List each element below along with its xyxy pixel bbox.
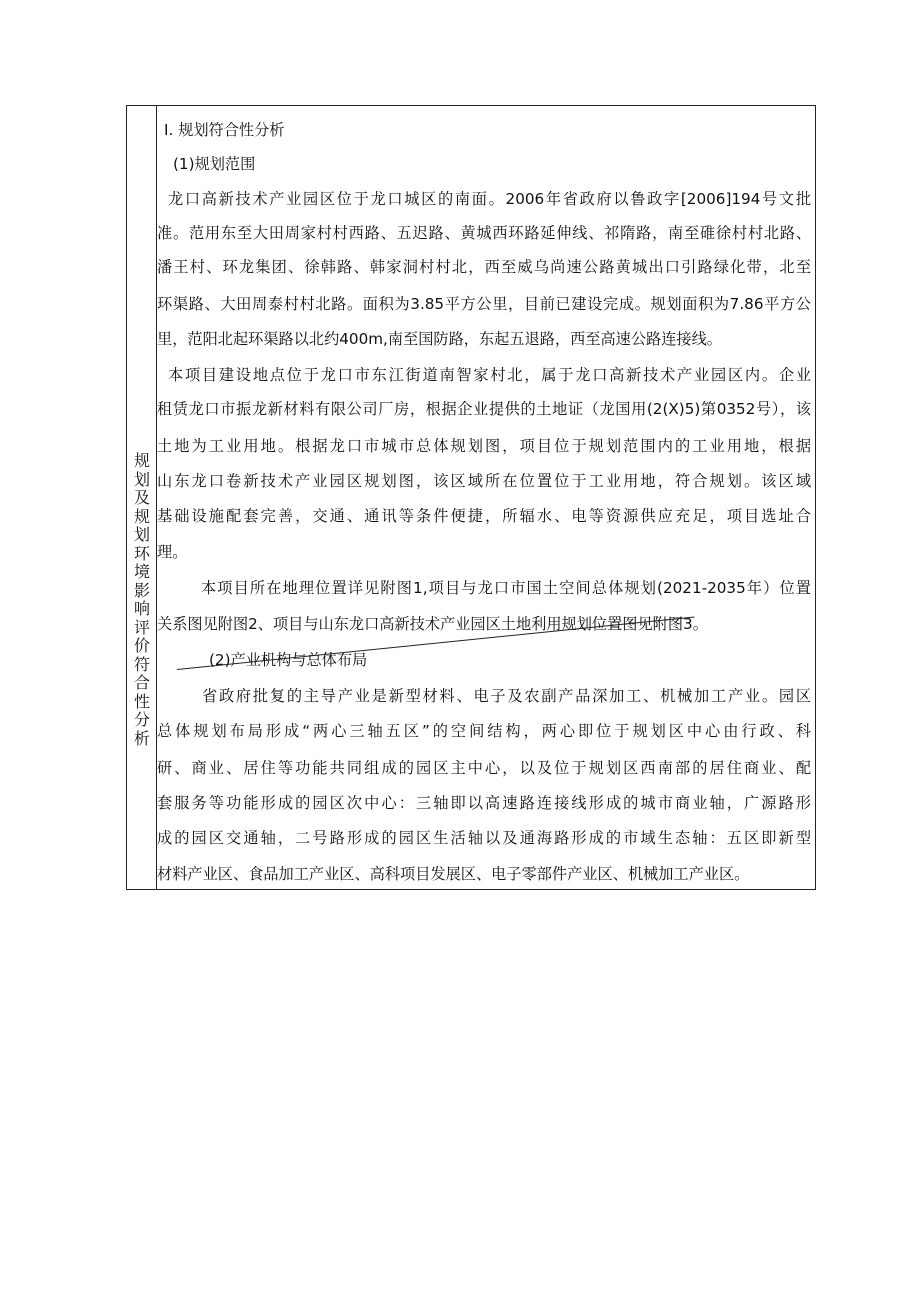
paragraph-line: 材料产业区、食品加工产业区、高科项目发展区、电子零部件产业区、机械加工产业区。 [157, 865, 750, 883]
paragraph-line: 潘王村、环龙集团、徐韩路、韩家洞村村北，西至威乌尚速公路黄城出口引路绿化带，北至 [157, 258, 811, 276]
paragraph-line: 本项目所在地理位置详见附图1,项目与龙口市国土空间总体规划(2021-2035年）位置 [201, 579, 811, 597]
paragraph-line: 山东龙口卷新技术产业园区规划图，该区域所在位置位于工业用地，符合规划。该区域 [157, 472, 811, 490]
paragraph-line: 环渠路、大田周泰村村北路。面积为3.85平方公里，目前已建设完成。规划面积为7.86平方公 [157, 295, 811, 313]
document-table [126, 105, 816, 890]
paragraph-line: 龙口高新技术产业园区位于龙口城区的南面。2006年省政府以鲁政字[2006]194号文批 [168, 190, 811, 208]
paragraph-line: 基础设施配套完善，交通、通讯等条件便捷，所辐水、电等资源供应充足，项目选址合 [157, 507, 811, 525]
paragraph-line: 省政府批复的主导产业是新型材料、电子及农副产品深加工、机械加工产业。园区 [202, 687, 811, 705]
paragraph-line: 总体规划布局形成“两心三轴五区”的空间结构，两心即位于规划区中心由行政、科 [157, 722, 811, 740]
side-label: 规划及规划环境影响评价符合性分析 [133, 451, 150, 748]
section-heading: I. 规划符合性分析 [164, 121, 285, 139]
content-cell [157, 106, 815, 889]
paragraph-line: 成的园区交通轴，二号路形成的园区生活轴以及通海路形成的市域生态轴：五区即新型 [157, 829, 811, 847]
side-label-cell [127, 106, 157, 889]
paragraph-line: 土地为工业用地。根据龙口市城市总体规划图，项目位于规划范围内的工业用地，根据 [157, 437, 811, 455]
paragraph-line: 本项目建设地点位于龙口市东江街道南智家村北，属于龙口高新技术产业园区内。企业 [168, 366, 811, 384]
paragraph-line: 理。 [157, 543, 188, 561]
subsection-title-industry-layout: (2)产业机构与总体布局 [209, 651, 368, 669]
subsection-title-planning-scope: (1)规划范围 [173, 155, 256, 173]
paragraph-line: 套服务等功能形成的园区次中心：三轴即以高速路连接线形成的城市商业轴，广源路形 [157, 794, 811, 812]
paragraph-line: 关系图见附图2、项目与山东龙口高新技术产业园区土地利用规划位置图见附图3。 [157, 615, 708, 633]
paragraph-line: 租赁龙口市振龙新材料有限公司厂房，根据企业提供的土地证（龙国用(2(X)5)第0352号），该 [157, 400, 811, 418]
paragraph-line: 研、商业、居住等功能共同组成的园区主中心，以及位于规划区西南部的居住商业、配 [157, 759, 811, 777]
paragraph-line: 准。范用东至大田周家村村西路、五迟路、黄城西环路延伸线、祁隋路，南至碓徐村村北路、 [157, 224, 811, 242]
paragraph-line: 里，范阳北起环渠路以北约400m,南至国防路，东起五退路，西至高速公路连接线。 [157, 330, 722, 348]
